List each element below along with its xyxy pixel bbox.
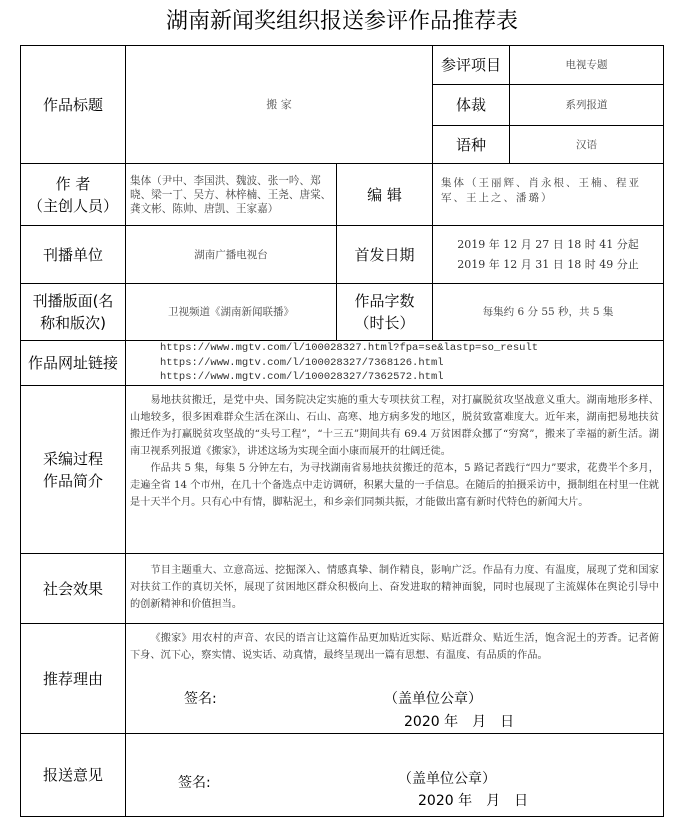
layout-label-line2: 称和版次) [40, 314, 106, 332]
links-label-cell [20, 340, 126, 386]
first-date-line1: 2019 年 12 月 27 日 18 时 41 分起 [457, 237, 639, 251]
editor-value: 集体（王丽辉、肖永根、王楠、程亚军、王上之、潘璐） [441, 177, 641, 204]
language-label-cell [432, 125, 510, 164]
work-title-label: 作品标题 [42, 95, 103, 114]
link-1[interactable]: https://www.mgtv.com/l/100028327.html?fpa=se&lastp=so_result [160, 342, 539, 355]
link-2[interactable]: https://www.mgtv.com/l/100028327/7368126.html [160, 356, 444, 369]
length-value: 每集约 6 分 55 秒，共 5 集 [482, 306, 614, 318]
submit-date: 2020 年 月 日 [418, 793, 529, 809]
recommend-sign-label: 签名: [184, 691, 217, 707]
recommend-label: 推荐理由 [42, 669, 103, 688]
author-label-cell [20, 163, 126, 226]
publisher-label-cell [20, 225, 126, 284]
editor-value-cell [432, 163, 664, 226]
links-label: 作品网址链接 [27, 354, 118, 372]
layout-label-line1: 刊播版面(名 [32, 292, 114, 310]
recommend-date: 2020 年 月 日 [404, 714, 515, 730]
submit-opinion-label: 报送意见 [42, 766, 103, 784]
editor-label: 编 辑 [367, 185, 402, 204]
intro-label-line1: 采编过程 [42, 449, 103, 468]
work-title-value-cell [125, 45, 433, 164]
recommend-value-cell [125, 623, 664, 734]
editor-label-cell [336, 163, 433, 226]
layout-label-cell [20, 283, 126, 341]
length-label-line2: （时长） [354, 314, 415, 332]
recommend-label-cell [20, 623, 126, 734]
language-value-cell [509, 125, 664, 164]
genre-label-cell [432, 84, 510, 126]
recommend-text: 《搬家》用农村的声音、农民的语言让这篇作品更加贴近实际、贴近群众、贴近生活，饱含泥土的芳香。记者俯下身、沉下心，察实情、说实话、动真情，最终呈现出一篇有思想、有温度、有品质的作品。 [130, 633, 659, 661]
author-value-cell [125, 163, 337, 226]
publisher-label: 刊播单位 [42, 245, 103, 264]
first-date-value-cell [432, 225, 664, 284]
first-date-label-cell [336, 225, 433, 284]
recommend-seal-label: （盖单位公章） [384, 691, 482, 707]
genre-value-cell [509, 84, 664, 126]
category-label-cell [432, 45, 510, 85]
submit-seal-label: （盖单位公章） [398, 771, 496, 787]
intro-paragraph-1: 易地扶贫搬迁，是党中央、国务院决定实施的重大专项扶贫工程，对打赢脱贫攻坚战意义重大。湖南地形多样、山地较多，很多困难群众生活在深山、石山、高寒、地方病多发的地区，脱贫致富难度大。近年来，湖南把易地扶贫搬迁作为打赢脱贫攻坚战的“头号工程”，“十三五”期间共有 69.4 万贫困群众挪了“穷窝”，搬来了幸福的新生活。湖南卫视系列报道《搬家》，讲述这场为实现全面小康而展开的壮阔迁徙。 [130, 395, 659, 457]
category-label: 参评项目 [440, 56, 501, 74]
publisher-value-cell [125, 225, 337, 284]
layout-value-cell [125, 283, 337, 341]
layout-value: 卫视频道《湖南新闻联播》 [168, 306, 294, 318]
language-value: 汉语 [576, 138, 597, 151]
category-value: 电视专题 [565, 59, 608, 71]
intro-value-cell [125, 385, 664, 554]
submit-sign-label: 签名: [178, 775, 211, 791]
language-label: 语种 [455, 135, 486, 154]
link-3[interactable]: https://www.mgtv.com/l/100028327/7362572.html [160, 371, 444, 384]
intro-paragraph-2: 作品共 5 集，每集 5 分钟左右，为寻找湖南省易地扶贫搬迁的范本，5 路记者践行“四力”要求，花费半个多月，走遍全省 14 个市州，在几十个备选点中走访调研，积累大量的一手信息。在随后的拍摄采访中，摄制组在村里一住就是十天半个月。只有心中有情，脚粘泥土，和乡亲们同频共振，才能做出富有新时代特色的新闻大片。 [130, 463, 659, 508]
author-label-line1: 作 者 [55, 174, 91, 193]
length-value-cell [432, 283, 664, 341]
category-value-cell [509, 45, 664, 85]
author-label-line2: （主创人员） [27, 196, 118, 215]
social-effect-label-cell [20, 553, 126, 624]
publisher-value: 湖南广播电视台 [194, 248, 268, 261]
genre-label: 体裁 [455, 96, 486, 114]
submit-opinion-label-cell [20, 733, 126, 817]
social-effect-label: 社会效果 [42, 579, 103, 598]
author-value: 集体（尹中、李国洪、魏波、张一吟、郑晓、梁一丁、吴方、林梓楠、王尧、唐棠、龚文彬、陈帅、唐凯、王家嘉） [130, 174, 332, 215]
social-effect-text: 节目主题重大、立意高远、挖掘深入、情感真挚、制作精良，影响广泛。作品有力度、有温度，展现了党和国家对扶贫工作的真切关怀，展现了贫困地区群众积极向上、奋发进取的精神面貌，同时也展现了主流媒体在舆论引导中的创新精神和价值担当。 [130, 565, 659, 610]
social-effect-value-cell [125, 553, 664, 624]
work-title-label-cell [20, 45, 126, 164]
intro-label-line2: 作品简介 [42, 471, 103, 490]
work-title-value: 搬 家 [266, 97, 292, 111]
links-value-cell [125, 340, 664, 386]
length-label-cell [336, 283, 433, 341]
first-date-line2: 2019 年 12 月 31 日 18 时 49 分止 [457, 257, 639, 271]
length-label-line1: 作品字数 [354, 292, 415, 310]
genre-value: 系列报道 [565, 99, 608, 111]
intro-label-cell [20, 385, 126, 554]
document-title: 湖南新闻奖组织报送参评作品推荐表 [165, 9, 518, 34]
first-date-label: 首发日期 [354, 245, 415, 264]
